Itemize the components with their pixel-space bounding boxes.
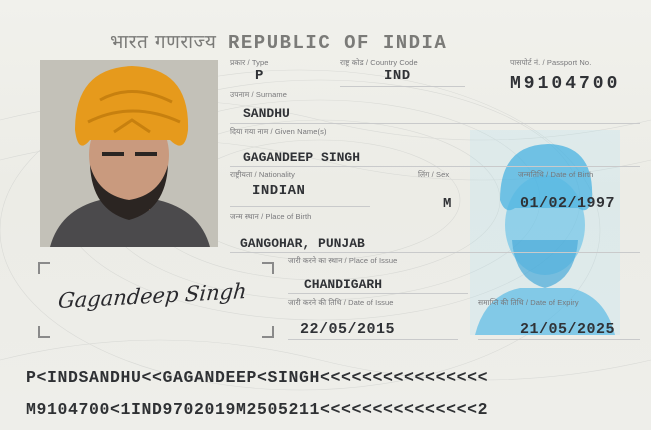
surname-value: SANDHU — [243, 106, 290, 121]
divider — [230, 206, 370, 207]
holder-photo — [40, 60, 218, 247]
divider — [288, 293, 468, 294]
type-label: प्रकार / Type — [230, 58, 269, 67]
type-value: P — [255, 68, 264, 84]
country-code-label: राष्ट्र कोड / Country Code — [340, 58, 418, 67]
mrz-line-2: M9104700<1IND9702019M2505211<<<<<<<<<<<<<<<2 — [26, 400, 489, 419]
date-of-issue-label: जारी करने की तिथि / Date of Issue — [288, 298, 394, 307]
nationality-label: राष्ट्रीयता / Nationality — [230, 170, 295, 179]
country-header — [110, 28, 447, 54]
header-english: REPUBLIC OF INDIA — [228, 32, 448, 54]
sex-value: M — [443, 196, 452, 212]
place-of-issue-label: जारी करने का स्थान / Place of Issue — [288, 256, 398, 265]
country-code-value: IND — [384, 68, 411, 84]
place-of-birth-label: जन्म स्थान / Place of Birth — [230, 212, 312, 221]
signature-box-corner — [38, 326, 50, 338]
surname-label: उपनाम / Surname — [230, 90, 288, 99]
date-of-expiry-label: समाप्ति की तिथि / Date of Expiry — [478, 298, 579, 307]
passport-no-label: पासपोर्ट नं. / Passport No. — [510, 58, 592, 67]
dob-value: 01/02/1997 — [520, 195, 616, 212]
mrz-line-1: P<INDSANDHU<<GAGANDEEP<SINGH<<<<<<<<<<<<<<<< — [26, 368, 489, 387]
divider — [340, 86, 465, 87]
dob-label: जन्मतिथि / Date of Birth — [518, 170, 594, 179]
divider — [230, 123, 640, 124]
signature-box-corner — [262, 262, 274, 274]
date-of-issue-value: 22/05/2015 — [300, 321, 396, 338]
holder-signature: Gagandeep Singh — [57, 278, 248, 314]
place-of-issue-value: CHANDIGARH — [304, 277, 383, 292]
given-names-label: दिया गया नाम / Given Name(s) — [230, 127, 327, 136]
given-names-value: GAGANDEEP SINGH — [243, 150, 361, 165]
divider — [478, 339, 640, 340]
signature-box-corner — [262, 326, 274, 338]
divider — [230, 166, 640, 167]
nationality-value: INDIAN — [252, 183, 306, 199]
passport-no-value: M9104700 — [510, 74, 621, 94]
place-of-birth-value: GANGOHAR, PUNJAB — [240, 236, 365, 251]
divider — [230, 252, 640, 253]
date-of-expiry-value: 21/05/2025 — [520, 321, 616, 338]
signature-box-corner — [38, 262, 50, 274]
divider — [288, 339, 458, 340]
sex-label: लिंग / Sex — [418, 170, 450, 179]
header-hindi: भारत गणराज्य — [110, 31, 217, 53]
